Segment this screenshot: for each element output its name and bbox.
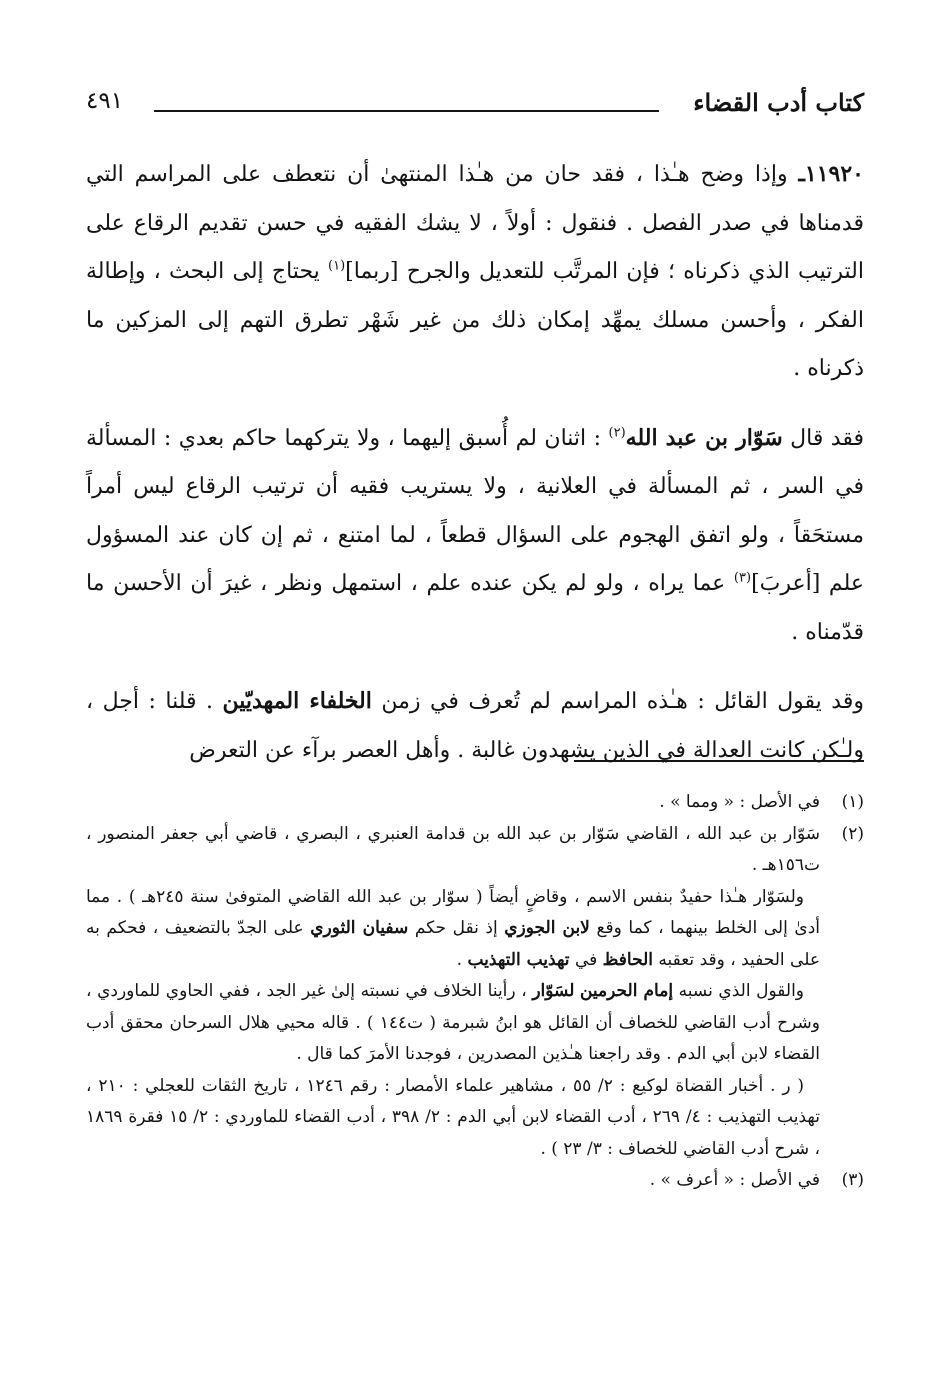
fn2-c1-bold-1: لابن الجوزي <box>504 918 590 938</box>
footnotes <box>86 787 864 1197</box>
person-name: سَوّار بن عبد الله <box>625 424 783 451</box>
footnote-3-text: في الأصل : « أعرف » . <box>649 1170 820 1190</box>
footnote-1-text: في الأصل : « ومما » . <box>659 792 820 812</box>
paragraph-3-text-b: . قلنا : أجل ، ولـٰكن كانت العدالة في الذين يشهدون غالبة . وأهل العصر برآء عن التعرض <box>86 689 864 763</box>
footnote-1-number: (١) <box>841 792 864 812</box>
footnote-2-continuation-2 <box>86 976 820 1071</box>
main-text <box>86 150 864 775</box>
paragraph-2-text-a: فقد قال <box>782 425 864 451</box>
bold-term: الخلفاء المهديّين <box>222 688 372 714</box>
fn2-c2-bold-1: إمام الحرمين <box>579 981 674 1001</box>
footnote-3 <box>86 1165 864 1197</box>
footnote-3-number: (٣) <box>841 1170 864 1190</box>
fn2-c1-a: ولسَوّار هـٰذا حفيدٌ بنفس الاسم ، وقاضٍ أيضاً ( سوّار بن عبد الله القاضي المتوفىٰ سنة ٢٤٥هـ ) . مما أدىٰ إلى الخلط بينهما ، كما وقع <box>86 886 820 938</box>
fn2-c1-d: على الجدّ بالتضعيف ، فحكم به على الحفيد ، وقد تعقبه <box>86 918 820 970</box>
footnote-2-number: (٢) <box>841 823 864 844</box>
fn2-c1-f: . <box>456 949 468 970</box>
footnote-ref-3[interactable]: (٣) <box>733 570 752 586</box>
fn2-c1-bold-4: تهذيب التهذيب <box>467 949 570 970</box>
footnote-1 <box>86 787 864 819</box>
fn2-c1-bold-2: سفيان الثوري <box>310 918 409 938</box>
footnote-2-main: سَوّار بن عبد الله ، القاضي سَوّار بن عبد الله بن قدامة العنبري ، البصري ، قاضي أبي جعفر المنصور ، ت١٥٦هـ . <box>86 823 820 875</box>
fn2-c2-bold-2: لسَوّار <box>532 981 575 1001</box>
fn2-c2-a: والقول الذي نسبه <box>673 981 804 1001</box>
footnote-separator <box>574 760 864 762</box>
book-title: كتاب أدب القضاء <box>693 88 864 117</box>
paragraph-2 <box>86 414 864 658</box>
running-header <box>86 88 864 122</box>
paragraph-2-text-c: عما يراه ، ولو لم يكن عنده علم ، استمهل ونظر ، غيرَ أن الأحسن ما قدّمناه . <box>86 571 864 645</box>
fn2-c1-c: إذ نقل حكم <box>408 918 505 938</box>
section-number: ١١٩٢٠ـ <box>798 161 864 187</box>
footnote-2-references <box>86 1071 820 1166</box>
fn2-c2-d: ، رأينا الخلاف في نسبته إلىٰ غير الجد ، ففي الحاوي للماوردي ، وشرح أدب القاضي للخصاف أن القائل هو ابنُ شبرمة ( ت١٤٤ ) . قاله محيي هلال السرحان محقق أدب القضاء لابن أبي الدم . وقد راجعنا هـٰذين المصدرين ، فوجدنا الأمرَ كما قال . <box>86 981 820 1064</box>
footnote-ref-1[interactable]: (١) <box>328 258 346 274</box>
footnote-ref-2[interactable]: (٢) <box>608 425 626 441</box>
footnote-2-text <box>86 819 820 882</box>
paragraph-1 <box>86 150 864 394</box>
header-rule <box>154 110 659 112</box>
fn2-c1-bold-3: الحافظ <box>602 949 653 970</box>
fn2-references-text: ( ر . أخبار القضاة لوكيع : ٢/ ٥٥ ، مشاهير علماء الأمصار : رقم ١٢٤٦ ، تاريخ الثقات للعجلي : ٢١٠ ، تهذيب التهذيب : ٤/ ٢٦٩ ، أدب القضاء لابن أبي الدم : ٢/ ٣٩٨ ، أدب القضاء للماوردي : ٢/ ١٥ فقرة ١٨٦٩ ، شرح أدب القاضي للخصاف : ٣/ ٢٣ ) . <box>86 1075 820 1159</box>
paragraph-2-text-b: : اثنان لم أُسبق إليهما ، ولا يتركهما حاكم بعدي : المسألة في السر ، ثم المسألة في العلانية ، ولا يستريب فقيه أن ترتيب الرقاع ليس أمراً مستحَقاً ، ولو اتفق الهجوم على السؤال قطعاً ، لما امتنع ، ثم إن كان عند المسؤول علم [أعربَ] <box>86 425 864 596</box>
footnote-2-continuation-1 <box>86 882 820 977</box>
paragraph-1-text-a: وإذا وضح هـٰذا ، فقد حان من هـٰذا المنتهىٰ أن نتعطف على المراسم التي قدمناها في صدر الفصل . فنقول : أولاً ، لا يشك الفقيه في حسن تقديم الرقاع على الترتيب الذي ذكرناه ؛ فإن المرتَّب للتعديل والجرح [ربما] <box>86 162 864 284</box>
page-number: ٤٩١ <box>86 88 124 114</box>
paragraph-1-text-b: يحتاج إلى البحث ، وإطالة الفكر ، وأحسن مسلك يمهِّد إمكان ذلك من غير شَهْر تطرق التهم إلى المزكين ما ذكرناه . <box>86 259 864 381</box>
footnote-2 <box>86 819 864 1166</box>
paragraph-3-text-a: وقد يقول القائل : هـٰذه المراسم لم تُعرف في زمن <box>371 689 864 714</box>
fn2-c1-e: في <box>569 949 603 970</box>
